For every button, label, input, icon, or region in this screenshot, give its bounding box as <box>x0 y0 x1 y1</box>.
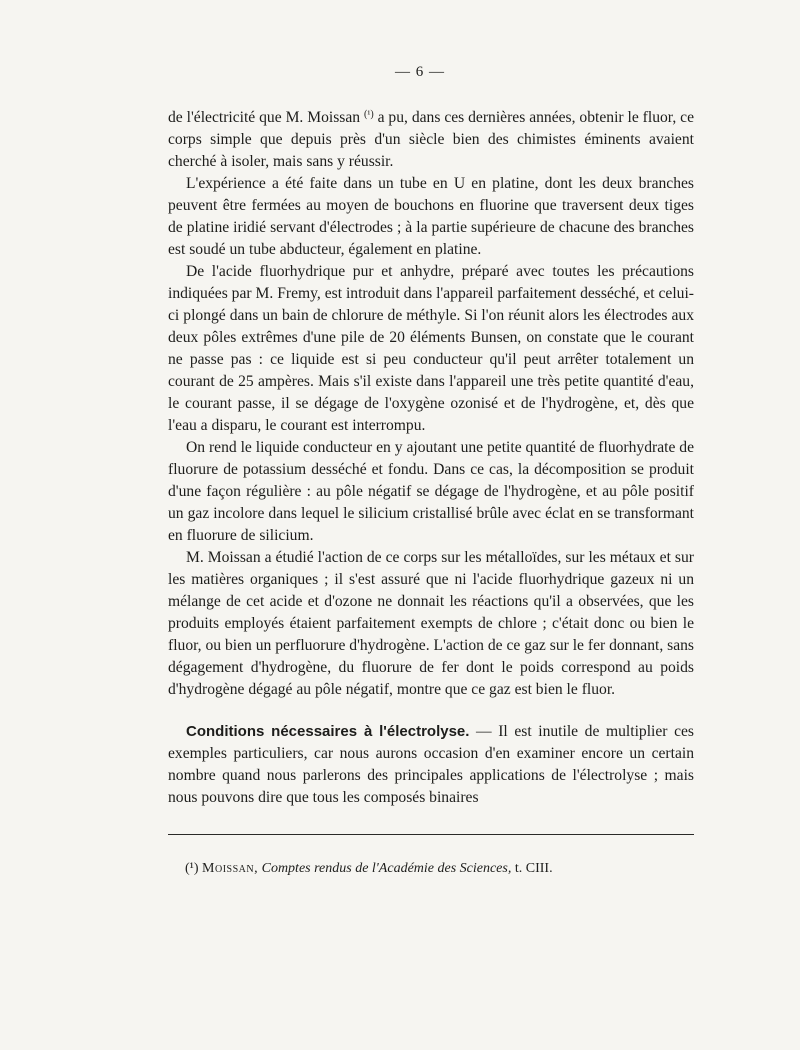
footnote-divider <box>168 834 694 835</box>
paragraph-1 <box>168 104 694 173</box>
footnote-marker: (¹) <box>185 861 199 876</box>
paragraph-text: de l'électricité que M. Moissan <box>168 109 361 126</box>
footnote-volume: t. CIII. <box>514 861 553 876</box>
section-paragraph <box>168 721 694 809</box>
footnote-reference[interactable]: (¹) <box>364 109 374 120</box>
paragraph-2: L'expérience a été faite dans un tube en U en platine, dont les deux branches peuvent être fermées au moyen de bouchons en fluorine que traversent deux tiges de platine iridié servant d'électrodes ; à la partie supérieure de chacune des branches est soudé un tube abducteur, également en platine. <box>168 175 694 258</box>
paragraph-3: De l'acide fluorhydrique pur et anhydre, préparé avec toutes les précautions indiquées par M. Fremy, est introduit dans l'appareil parfaitement desséché, et celui-ci plongé dans un bain de chlorure de méthyle. Si l'on réunit alors les électrodes aux deux pôles extrêmes d'une pile de 20 éléments Bunsen, on constate que le courant ne passe pas : ce liquide est si peu conducteur qu'il peut arrêter totalement un courant de 25 ampères. Mais s'il existe dans l'appareil une très petite quantité d'eau, le courant passe, il se dégage de l'oxygène ozonisé et de l'hydrogène, et, dès que l'eau a disparu, le courant est interrompu. <box>168 263 694 434</box>
section-title: Conditions nécessaires à l'électrolyse. <box>186 723 470 740</box>
footnote-author: Moissan, <box>202 861 259 876</box>
footnote <box>185 860 685 878</box>
body-text <box>168 104 694 809</box>
paragraph-text-continued: a pu, dans ces dernières années, obtenir le fluor, ce corps simple que depuis près d'un siècle bien des chimistes éminents avaient cherché à isoler, mais sans y réussir. <box>168 109 695 170</box>
paragraph-4: On rend le liquide conducteur en y ajoutant une petite quantité de fluorhydrate de fluorure de potassium desséché et fondu. Dans ce cas, la décomposition se produit d'une façon régulière : au pôle négatif se dégage de l'hydrogène, et au pôle positif un gaz incolore dans lequel le silicium cristallisé brûle avec éclat en se transformant en fluorure de silicium. <box>168 439 694 544</box>
footnote-title: Comptes rendus de l'Académie des Sciences, <box>261 861 512 876</box>
section-text: — Il est inutile de multiplier ces exemples particuliers, car nous aurons occasion d'en examiner encore un certain nombre quand nous parlerons des principales applications de l'électrolyse ; mais nous pouvons dire que tous les composés binaires <box>168 723 694 806</box>
paragraph-5: M. Moissan a étudié l'action de ce corps sur les métalloïdes, sur les métaux et sur les matières organiques ; il s'est assuré que ni l'acide fluorhydrique gazeux ni un mélange de cet acide et d'ozone ne donnait les réactions qu'il a observées, que les produits employés étaient parfaitement exempts de chlore ; c'était donc ou bien le fluor, ou bien un perfluorure d'hydrogène. L'action de ce gaz sur le fer donnant, sans dégagement d'hydrogène, du fluorure de fer dont le poids correspond au poids d'hydrogène dégagé au pôle négatif, montre que ce gaz est bien le fluor. <box>168 549 694 698</box>
page-number: — 6 — <box>395 64 445 80</box>
